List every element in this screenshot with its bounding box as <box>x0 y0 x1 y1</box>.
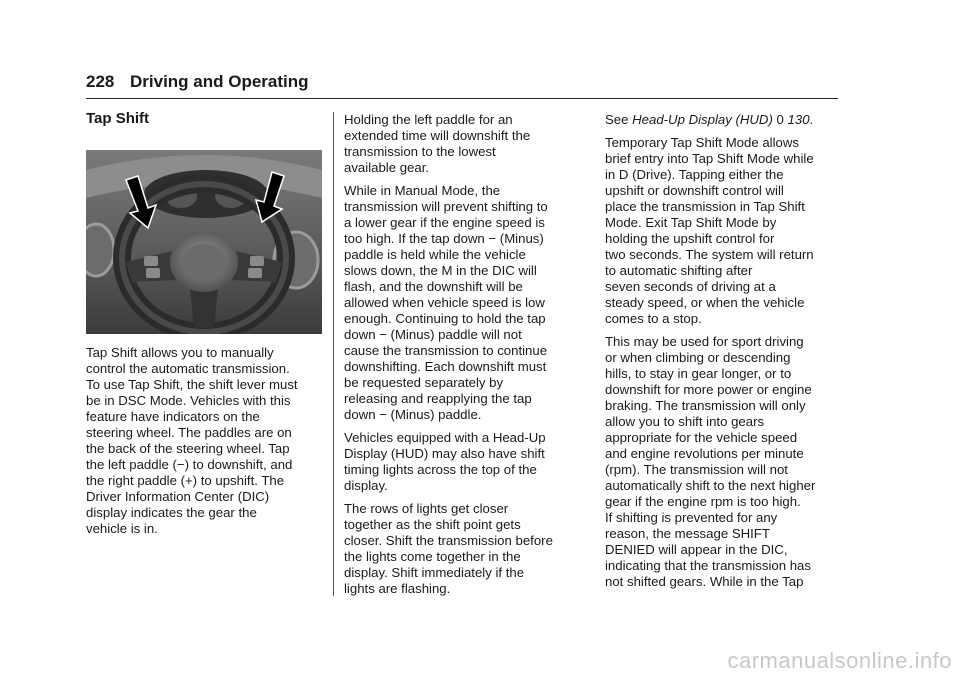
text-line: closer. Shift the transmission before <box>344 533 553 548</box>
text-line: braking. The transmission will only <box>605 398 806 413</box>
text-line: vehicle is in. <box>86 521 158 536</box>
text-line: not shifted gears. While in the Tap <box>605 574 804 589</box>
text-line: a lower gear if the engine speed is <box>344 215 545 230</box>
text-line: brief entry into Tap Shift Mode while <box>605 151 814 166</box>
text-line: and engine revolutions per minute <box>605 446 804 461</box>
text-line: releasing and reapplying the tap <box>344 391 532 406</box>
text-line: down − (Minus) paddle. <box>344 407 482 422</box>
text-line: upshift or downshift control will <box>605 183 784 198</box>
text-line: allow you to shift into gears <box>605 414 765 429</box>
text-line: holding the upshift control for <box>605 231 775 246</box>
text-line: the left paddle (−) to downshift, and <box>86 457 293 472</box>
text-line: display. <box>344 478 388 493</box>
text-line: The rows of lights get closer <box>344 501 509 516</box>
text-line: DENIED will appear in the DIC, <box>605 542 788 557</box>
watermark-text: carmanualsonline.info <box>727 648 952 673</box>
text-line: downshift for more power or engine <box>605 382 812 397</box>
text-line: Display (HUD) may also have shift <box>344 446 545 461</box>
text-line: automatically shift to the next higher <box>605 478 816 493</box>
text-line: indicating that the transmission has <box>605 558 811 573</box>
text-line: flash, and the downshift will be <box>344 279 523 294</box>
text-line: feature have indicators on the <box>86 409 260 424</box>
paragraph <box>344 501 580 597</box>
text-line: available gear. <box>344 160 430 175</box>
paragraph <box>344 430 580 494</box>
text-line: Vehicles equipped with a Head-Up <box>344 430 546 445</box>
text-line: Holding the left paddle for an <box>344 112 513 127</box>
text-line: display indicates the gear the <box>86 505 257 520</box>
text-line: control the automatic transmission. <box>86 361 290 376</box>
chapter-title: Driving and Operating <box>130 72 309 91</box>
text-line: two seconds. The system will return <box>605 247 814 262</box>
text-line: steering wheel. The paddles are on <box>86 425 292 440</box>
text-line: downshifting. Each downshift must <box>344 359 547 374</box>
section-heading: Tap Shift <box>86 110 150 127</box>
text-line: To use Tap Shift, the shift lever must <box>86 377 298 392</box>
text-line: steady speed, or when the vehicle <box>605 295 805 310</box>
column-2-text <box>344 112 580 604</box>
column-3-text <box>605 112 841 597</box>
column-1-text <box>86 345 322 544</box>
text-line: (rpm). The transmission will not <box>605 462 788 477</box>
text-line: together as the shift point gets <box>344 517 521 532</box>
text-line: Tap Shift allows you to manually <box>86 345 274 360</box>
text-line: the right paddle (+) to upshift. The <box>86 473 285 488</box>
text-line: lights are flashing. <box>344 581 451 596</box>
column-divider <box>333 112 334 596</box>
text-line: cause the transmission to continue <box>344 343 548 358</box>
text-line: slows down, the M in the DIC will <box>344 263 537 278</box>
text-line: seven seconds of driving at a <box>605 279 776 294</box>
text-line: transmission to the lowest <box>344 144 496 159</box>
text-line: Mode. Exit Tap Shift Mode by <box>605 215 777 230</box>
text-line: extended time will downshift the <box>344 128 531 143</box>
paragraph <box>605 135 841 327</box>
text-line: While in Manual Mode, the <box>344 183 501 198</box>
steering-wheel-paddles-photo <box>86 150 322 334</box>
paragraph <box>344 183 580 423</box>
see-prefix: See <box>605 112 633 127</box>
text-line: be requested separately by <box>344 375 504 390</box>
page-header <box>86 72 838 99</box>
cross-reference-page[interactable]: 130 <box>787 112 810 127</box>
text-line: comes to a stop. <box>605 311 702 326</box>
text-line: or when climbing or descending <box>605 350 791 365</box>
paragraph <box>344 112 580 176</box>
text-line: timing lights across the top of the <box>344 462 537 477</box>
text-line: place the transmission in Tap Shift <box>605 199 805 214</box>
text-line: Driver Information Center (DIC) <box>86 489 270 504</box>
see-suffix: . <box>809 112 814 127</box>
text-line: transmission will prevent shifting to <box>344 199 548 214</box>
text-line: be in DSC Mode. Vehicles with this <box>86 393 291 408</box>
text-line: down − (Minus) paddle will not <box>344 327 522 342</box>
text-line: too high. If the tap down − (Minus) <box>344 231 544 246</box>
paragraph <box>86 345 322 537</box>
text-line: paddle is held while the vehicle <box>344 247 526 262</box>
page-ref-symbol: 0 <box>776 112 784 127</box>
text-line: gear if the engine rpm is too high. <box>605 494 801 509</box>
text-line: If shifting is prevented for any <box>605 510 778 525</box>
paragraph <box>605 112 841 128</box>
text-line: to automatic shifting after <box>605 263 753 278</box>
text-line: in D (Drive). Tapping either the <box>605 167 784 182</box>
text-line: appropriate for the vehicle speed <box>605 430 798 445</box>
text-line: hills, to stay in gear longer, or to <box>605 366 792 381</box>
text-line: Temporary Tap Shift Mode allows <box>605 135 799 150</box>
text-line: display. Shift immediately if the <box>344 565 525 580</box>
text-line: allowed when vehicle speed is low <box>344 295 545 310</box>
text-line: the lights come together in the <box>344 549 521 564</box>
text-line: This may be used for sport driving <box>605 334 804 349</box>
text-line: reason, the message SHIFT <box>605 526 770 541</box>
page-number: 228 <box>86 72 115 91</box>
text-line: enough. Continuing to hold the tap <box>344 311 546 326</box>
text-line: the back of the steering wheel. Tap <box>86 441 290 456</box>
cross-reference-link[interactable]: Head-Up Display (HUD) <box>632 112 773 127</box>
paragraph <box>605 334 841 590</box>
cross-reference <box>605 112 841 128</box>
